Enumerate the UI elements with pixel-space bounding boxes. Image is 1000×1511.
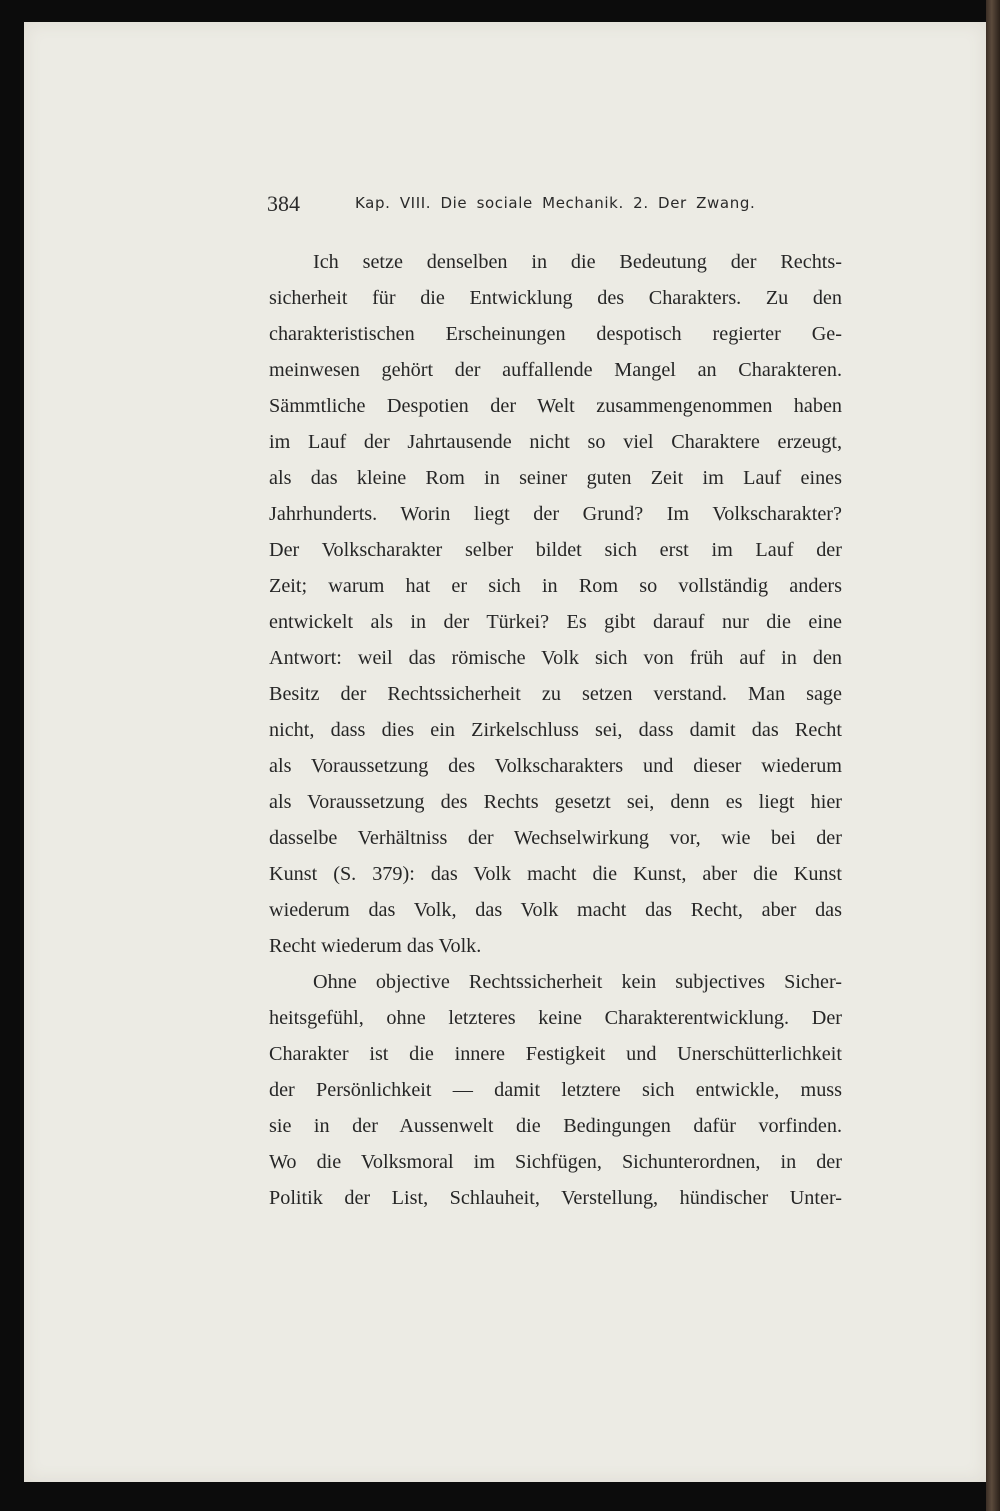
text-line: heitsgefühl, ohne letzteres keine Charakterentwicklung. Der bbox=[269, 1007, 842, 1029]
text-line: Wo die Volksmoral im Sichfügen, Sichunterordnen, in der bbox=[269, 1151, 842, 1173]
text-line: meinwesen gehört der auffallende Mangel an Charakteren. bbox=[269, 359, 842, 381]
text-line: Zeit; warum hat er sich in Rom so vollständig anders bbox=[269, 575, 842, 597]
text-line: sicherheit für die Entwicklung des Charakters. Zu den bbox=[269, 287, 842, 309]
page-number: 384 bbox=[267, 191, 300, 216]
text-line: charakteristischen Erscheinungen despotisch regierter Ge- bbox=[269, 323, 842, 345]
text-line: Besitz der Rechtssicherheit zu setzen verstand. Man sage bbox=[269, 683, 842, 705]
text-line: Politik der List, Schlauheit, Verstellung, hündischer Unter- bbox=[269, 1187, 842, 1209]
text-line: entwickelt als in der Türkei? Es gibt darauf nur die eine bbox=[269, 611, 842, 633]
text-line: als Voraussetzung des Volkscharakters und dieser wiederum bbox=[269, 755, 842, 777]
text-line: Der Volkscharakter selber bildet sich erst im Lauf der bbox=[269, 539, 842, 561]
running-head: Kap. VIII. Die sociale Mechanik. 2. Der Zwang. bbox=[355, 194, 756, 212]
paragraph-2 bbox=[269, 964, 842, 1216]
text-line: nicht, dass dies ein Zirkelschluss sei, dass damit das Recht bbox=[269, 719, 842, 741]
text-line: Ich setze denselben in die Bedeutung der Rechts- bbox=[313, 251, 842, 273]
text-line: im Lauf der Jahrtausende nicht so viel Charaktere erzeugt, bbox=[269, 431, 842, 453]
text-line: Charakter ist die innere Festigkeit und Unerschütterlichkeit bbox=[269, 1043, 842, 1065]
text-line: sie in der Aussenwelt die Bedingungen dafür vorfinden. bbox=[269, 1115, 842, 1137]
text-line: wiederum das Volk, das Volk macht das Recht, aber das bbox=[269, 899, 842, 921]
text-line: Recht wiederum das Volk. bbox=[269, 935, 482, 957]
book-edge bbox=[986, 0, 1000, 1511]
text-line: Antwort: weil das römische Volk sich von früh auf in den bbox=[269, 647, 842, 669]
text-line: Sämmtliche Despotien der Welt zusammengenommen haben bbox=[269, 395, 842, 417]
page-header bbox=[267, 191, 852, 221]
text-line: dasselbe Verhältniss der Wechselwirkung vor, wie bei der bbox=[269, 827, 842, 849]
text-line: Ohne objective Rechtssicherheit kein subjectives Sicher- bbox=[313, 971, 842, 993]
text-line: Kunst (S. 379): das Volk macht die Kunst, aber die Kunst bbox=[269, 863, 842, 885]
page-body bbox=[269, 244, 842, 1216]
text-line: als Voraussetzung des Rechts gesetzt sei, denn es liegt hier bbox=[269, 791, 842, 813]
text-line: Jahrhunderts. Worin liegt der Grund? Im Volkscharakter? bbox=[269, 503, 842, 525]
text-line: als das kleine Rom in seiner guten Zeit im Lauf eines bbox=[269, 467, 842, 489]
text-line: der Persönlichkeit — damit letztere sich entwickle, muss bbox=[269, 1079, 842, 1101]
paragraph-1 bbox=[269, 244, 842, 964]
